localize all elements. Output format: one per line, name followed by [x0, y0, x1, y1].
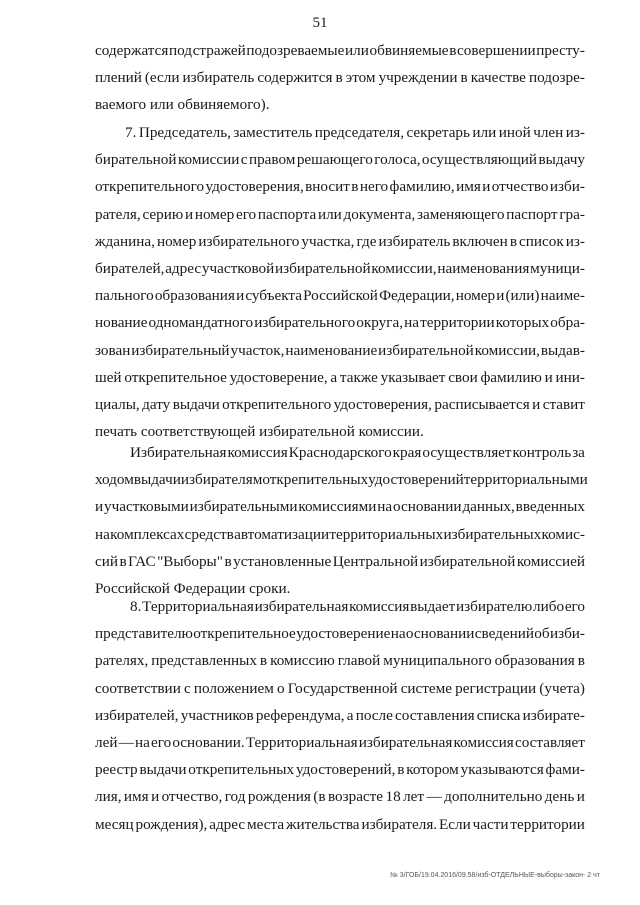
text-line: пального образования и субъекта Российской Федерации, номер и (или) наиме-: [95, 287, 585, 305]
document-footer: № 3/ГОБ/19.04.2016/09.58/изб-ОТДЕЛЬНЫЕ-выборы-закон- 2 чт: [390, 872, 600, 879]
text-line: бирательной комиссии с правом решающего голоса, осуществляющий выдачу: [95, 151, 585, 169]
paragraph-item-7: [95, 119, 585, 445]
text-line: на комплексах средств автоматизации территориальных избирательных комис-: [95, 525, 585, 543]
paragraph-control: [95, 439, 588, 602]
text-line: представителю открепительное удостоверение на основании сведений об изби-: [95, 625, 585, 643]
text-line: Российской Федерации сроки.: [95, 579, 291, 597]
text-line: открепительного удостоверения, вносит в него фамилию, имя и отчество изби-: [95, 178, 585, 196]
text-line: избирателей, участников референдума, а после составления списка избирате-: [95, 706, 585, 724]
text-line: рателях, представленных в комиссию главой муниципального образования в: [95, 652, 585, 670]
text-line: рателя, серию и номер его паспорта или документа, заменяющего паспорт гра-: [95, 205, 585, 223]
text-line: 7. Председатель, заместитель председателя, секретарь или иной член из-: [125, 124, 585, 141]
text-line: циалы, дату выдачи открепительного удостоверения, расписывается и ставит: [95, 395, 585, 413]
text-line: 8. Территориальная избирательная комиссия выдает избирателю либо его: [130, 598, 585, 615]
text-line: ваемого или обвиняемого).: [95, 96, 270, 114]
text-line: соответствии с положением о Государственной системе регистрации (учета): [95, 679, 585, 697]
text-line: нование одномандатного избирательного округа, на территории которых обра-: [95, 314, 585, 332]
text-line: лей — на его основании. Территориальная избирательная комиссия составляет: [95, 733, 585, 751]
paragraph-item-8: [95, 593, 585, 838]
text-line: бирателей, адрес участковой избирательной комиссии, наименования муници-: [95, 259, 585, 277]
text-line: шей открепительное удостоверение, а также указывает свои фамилию и ини-: [95, 368, 585, 386]
page-number: 51: [312, 15, 328, 31]
text-line: ходом выдачи избирателям открепительных удостоверений территориальными: [95, 471, 588, 489]
text-line: содержатся под стражей подозреваемые или обвиняемые в совершении престу-: [95, 42, 585, 59]
text-line: и участковыми избирательными комиссиями на основании данных, введенных: [95, 498, 585, 516]
text-line: лия, имя и отчество, год рождения (в возрасте 18 лет — дополнительно день и: [95, 788, 585, 806]
text-line: месяц рождения), адрес места жительства избирателя. Если части территории: [95, 815, 585, 833]
text-line: жданина, номер избирательного участка, где избиратель включен в список из-: [95, 232, 585, 250]
text-line: сий в ГАС "Выборы" в установленные Центральной избирательной комиссией: [95, 552, 585, 570]
text-line: печать соответствующей избирательной комиссии.: [95, 423, 424, 441]
paragraph-continuation: [95, 37, 585, 119]
text-line: Избирательная комиссия Краснодарского края осуществляет контроль за: [130, 444, 585, 461]
text-line: плений (если избиратель содержится в этом учреждении в качестве подозре-: [95, 69, 585, 87]
text-line: реестр выдачи открепительных удостоверений, в котором указываются фами-: [95, 761, 585, 779]
text-line: зован избирательный участок, наименование избирательной комиссии, выдав-: [95, 341, 585, 359]
